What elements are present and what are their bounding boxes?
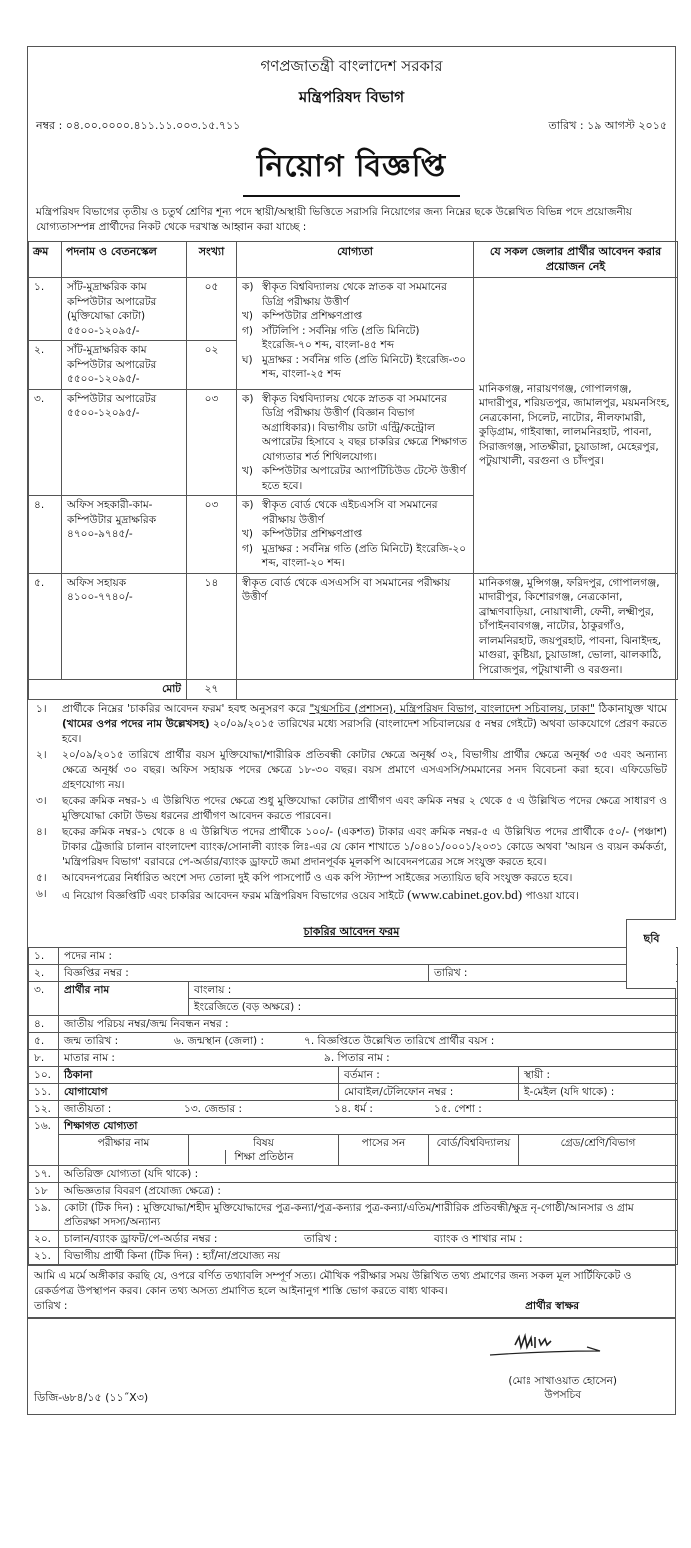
row-serial: ৪. (29, 496, 62, 574)
post-name-field[interactable]: পদের নাম : (59, 947, 678, 964)
page-title: নিয়োগ বিজ্ঞপ্তি (243, 142, 460, 197)
qualification-item: ক) স্বীকৃত বিশ্ববিদ্যালয় থেকে স্নাতক বা সমমানের ডিগ্রি পরীক্ষায় উত্তীর্ণ (বিজ্ঞান বিভাগ অগ্রাধিকার)। বিভাগীয় ডাটা এন্ট্রি/কন্ট্রোল অপারেটর হিসাবে ২ বছর চাকরির ক্ষেত্রে শিক্ষাগত যোগ্যতার শর্ত শিথিলযোগ্য। (242, 392, 467, 463)
religion-field[interactable]: ১৪. ধর্ম : (334, 1102, 373, 1115)
permanent-address-field[interactable]: স্থায়ী : (519, 1066, 678, 1083)
form-row: ৩. প্রার্থীর নাম বাংলায় : (29, 981, 678, 998)
form-row: ২১. বিভাগীয় প্রার্থী কিনা (টিক দিন) : হ্যাঁ/না/প্রযোজ্য নয় (29, 1247, 678, 1264)
row-count: ০৩ (187, 389, 237, 496)
challan-date-field[interactable]: তারিখ : (304, 1232, 338, 1245)
departmental-candidate-field[interactable]: বিভাগীয় প্রার্থী কিনা (টিক দিন) : হ্যাঁ/না/প্রযোজ্য নয় (59, 1247, 678, 1264)
name-english-field[interactable]: ইংরেজিতে (বড় অক্ষরে) : (189, 998, 678, 1015)
post-name: সাঁট-মুদ্রাক্ষরিক কাম কম্পিউটার অপারেটর (মুক্তিযোদ্ধা কোটা) (67, 281, 157, 322)
form-row: ১. পদের নাম : (29, 947, 678, 964)
father-name-field[interactable]: ৯. পিতার নাম : (324, 1051, 390, 1064)
row-post (62, 389, 187, 496)
row-count: ১৪ (187, 573, 237, 680)
pay-scale: ৫৫০০-১২০৯৫/- (67, 373, 140, 385)
website-link[interactable]: (www.cabinet.gov.bd) (407, 886, 523, 902)
pay-scale: ৪১০০-৭৭৪০/- (67, 591, 133, 603)
applicant-name-label: প্রার্থীর নাম (59, 981, 189, 1015)
education-header-row (29, 1134, 678, 1165)
form-row: ১২. জাতীয়তা : ১৩. জেন্ডার : ১৪. ধর্ম : ১৫. পেশা : (29, 1100, 678, 1117)
pay-scale: ৫৫০০-১২০৯৫/- (67, 407, 140, 419)
edu-col: গ্রেড/শ্রেণি/বিভাগ (519, 1134, 678, 1165)
excluded-districts-1-4: মানিকগঞ্জ, নারায়ণগঞ্জ, গোপালগঞ্জ, মাদারীপুর, শরিয়তপুর, জামালপুর, ময়মনসিংহ, নেত্রকোনা, সিলেট, নাটোর, নীলফামারী, কুড়িগ্রাম, গাইবান্ধা, লালমনিরহাট, পাবনা, সিরাজগঞ্জ, সাতক্ষীরা, চুয়াডাঙ্গা, মেহেরপুর, পটুয়াখালী, বরগুনা ও চাঁদপুর। (474, 278, 678, 574)
row-post (62, 278, 187, 341)
contact-label: যোগাযোগ (59, 1083, 339, 1100)
occupation-field[interactable]: ১৫. পেশা : (434, 1102, 482, 1115)
col-qualification: যোগ্যতা (237, 242, 474, 278)
post-name: অফিস সহায়ক (67, 576, 127, 589)
post-name: অফিস সহকারী-কাম-কম্পিউটার মুদ্রাক্ষরিক (67, 499, 157, 526)
declaration-date[interactable]: তারিখ : (34, 1299, 68, 1312)
row-qualification: স্বীকৃত বোর্ড থেকে এসএসসি বা সমমানের পরীক্ষায় উত্তীর্ণ (237, 573, 474, 680)
row-qualification (237, 389, 474, 496)
row-qualification (237, 278, 474, 390)
row-post (62, 573, 187, 680)
edu-col: পরীক্ষার নাম (59, 1134, 189, 1165)
post-name: সাঁট-মুদ্রাক্ষরিক কাম কম্পিউটার অপারেটর (67, 344, 157, 371)
form-row: ৫. জন্ম তারিখ : ৬. জন্মস্থান (জেলা) : ৭. বিজ্ঞপ্তিতে উল্লেখিত তারিখে প্রার্থীর বয়স : (29, 1032, 678, 1049)
col-serial: ক্রম (29, 242, 62, 278)
qualification-item: খ) কম্পিউটার প্রশিক্ষণপ্রাপ্ত (242, 528, 362, 540)
memo-date: তারিখ : ১৯ আগস্ট ২০১৫ (548, 119, 667, 132)
address-label: ঠিকানা (59, 1066, 339, 1083)
row-count: ০৩ (187, 496, 237, 574)
total-label: মোট (29, 680, 187, 700)
education-label: শিক্ষাগত যোগ্যতা (59, 1117, 678, 1134)
col-excluded-districts: যে সকল জেলার প্রার্থীর আবেদন করার প্রয়োজন নেই (474, 242, 678, 278)
qualification-item: ক) স্বীকৃত বোর্ড থেকে এইচএসসি বা সমমানের পরীক্ষায় উত্তীর্ণ (242, 499, 438, 526)
form-row: ৪. জাতীয় পরিচয় নম্বর/জন্ম নিবন্ধন নম্বর : (29, 1015, 678, 1032)
col-post: পদনাম ও বেতনস্কেল (62, 242, 187, 278)
notice-footer (28, 1317, 675, 1414)
form-row: ৮. মাতার নাম : ৯. পিতার নাম : (29, 1049, 678, 1066)
row-count: ০৫ (187, 278, 237, 341)
present-address-field[interactable]: বর্তমান : (339, 1066, 519, 1083)
officer-title: উপসচিব (544, 1388, 582, 1401)
note-item: ৪। ছকের ক্রমিক নম্বর-১ থেকে ৪ এ উল্লিখিত পদের প্রার্থীকে ১০০/- (একশত) টাকার এবং ক্রমিক নম্বর-৫ এ উল্লিখিত পদের প্রার্থীকে ৫০/- (পঞ্চাশ) টাকার ট্রেজারি চালান বাংলাদেশ ব্যাংক/সোনালী ব্যাংক লিঃ-এর যে কোন শাখাতে ১/০৪০১/০০০১/২০৩১ কোডে অথবা 'আয়ন ও ব্যয়ন কর্মকর্তা, 'মন্ত্রিপরিষদ বিভাগ' বরাবরে পে-অর্ডার/ব্যাংক ড্রাফটে জমা প্রদানপূর্বক মূলকপি আবেদনপত্রের সঙ্গে সংযুক্ত করতে হবে। (36, 825, 667, 868)
excluded-districts-5: মানিকগঞ্জ, মুন্সিগঞ্জ, ফরিদপুর, গোপালগঞ্জ, মাদারীপুর, কিশোরগঞ্জ, নেত্রকোনা, ব্রাহ্মণবাড়িয়া, নোয়াখালী, ফেনী, লক্ষ্মীপুর, চাঁপাইনবাবগঞ্জ, নাটোর, ঠাকুরগাঁও, লালমনিরহাট, জয়পুরহাট, পাবনা, ঝিনাইদহ, মাগুরা, কুষ্টিয়া, চুয়াডাঙ্গা, ভোলা, ঝালকাঠি, পিরোজপুর, পটুয়াখালী ও বরগুনা। (474, 573, 678, 680)
signature-icon (485, 1333, 605, 1367)
recruitment-notice (27, 46, 676, 1415)
posts-table (28, 241, 678, 700)
notice-number-field[interactable]: বিজ্ঞপ্তির নম্বর : (59, 964, 429, 981)
edu-col: বিষয়শিক্ষা প্রতিষ্ঠান (189, 1134, 339, 1165)
nationality-field[interactable]: জাতীয়তা : (64, 1102, 112, 1115)
qualification-item: খ) কম্পিউটার অপারেটর অ্যাপটিচিউড টেস্টে উত্তীর্ণ হতে হবে। (242, 465, 466, 492)
form-row: ১৭. অতিরিক্ত যোগ্যতা (যদি থাকে) : (29, 1165, 678, 1182)
total-value: ২৭ (187, 680, 237, 700)
row-qualification (237, 496, 474, 574)
form-row: ১৯. কোটা (টিক দিন) : মুক্তিযোদ্ধা/শহীদ মুক্তিযোদ্ধাদের পুত্র-কন্যা/পুত্র-কন্যার পুত্র-কন্যা/এতিম/শারীরিক প্রতিবন্ধী/ক্ষুদ্র নৃ-গোষ্ঠী/আনসার ও গ্রাম প্রতিরক্ষা সদস্য/অন্যান্য (29, 1199, 678, 1230)
table-header-row (29, 242, 678, 278)
department-name: মন্ত্রিপরিষদ বিভাগ (298, 88, 405, 106)
additional-qualification-field[interactable]: অতিরিক্ত যোগ্যতা (যদি থাকে) : (59, 1165, 678, 1182)
edu-col: বোর্ড/বিশ্ববিদ্যালয় (429, 1134, 519, 1165)
mother-name-field[interactable]: মাতার নাম : (64, 1051, 115, 1064)
post-name: কম্পিউটার অপারেটর (67, 392, 157, 405)
qualification-item: গ) মুদ্রাক্ষর : সর্বনিম্ন গতি (প্রতি মিনিটে) ইংরেজি-২০ শব্দ, বাংলা-২০ শব্দ। (242, 542, 467, 569)
photo-box: ছবি (626, 919, 676, 989)
form-row: ২০. চালান/ব্যাংক ড্রাফট/পে-অর্ডার নম্বর : তারিখ : ব্যাংক ও শাখার নাম : (29, 1230, 678, 1247)
form-title: চাকরির আবেদন ফরম (303, 924, 400, 938)
qualification-item: খ) কম্পিউটার প্রশিক্ষণপ্রাপ্ত (242, 310, 362, 322)
officer-name: (মোঃ সাখাওয়াত হোসেন) (508, 1374, 617, 1387)
declaration-text: আমি এ মর্মে অঙ্গীকার করছি যে, ওপরে বর্ণিত তথ্যাবলি সম্পূর্ণ সত্য। মৌখিক পরীক্ষার সময় উল্লিখিত তথ্য প্রমাণের জন্য সকল মূল সার্টিফিকেট ও রেকর্ডপত্র উপস্থাপন করব। কোন তথ্য অসত্য প্রমাণিত হলে আইনানুগ শাস্তি ভোগ করতে বাধ্য থাকব। (34, 1269, 632, 1297)
row-post (62, 341, 187, 390)
total-row (29, 680, 678, 700)
form-row: ১০. ঠিকানা বর্তমান : স্থায়ী : (29, 1066, 678, 1083)
memo-number: নম্বর : ০৪.০০.০০০০.৪১১.১১.০০৩.১৫.৭১১ (36, 119, 241, 132)
note-item: ৩। ছকের ক্রমিক নম্বর-১ এ উল্লিখিত পদের ক্ষেত্রে শুধু মুক্তিযোদ্ধা কোটার প্রার্থীগণ এবং ক্রমিক নম্বর ২ থেকে ৫ এ উল্লিখিত পদের ক্ষেত্রে সাধারণ ও মুক্তিযোদ্ধা কোটা উভয় ধরনের প্রার্থীগণ আবেদন করতে পারবেন। (36, 794, 667, 822)
address: "যুগ্মসচিব (প্রশাসন), মন্ত্রিপরিষদ বিভাগ, বাংলাদেশ সচিবালয়, ঢাকা" (309, 702, 595, 715)
print-code: ডিজি-৬৮৪/১৫ (১১˝X৩) (34, 1390, 149, 1404)
dob-field[interactable]: জন্ম তারিখ : (64, 1034, 119, 1047)
birthplace-field[interactable]: ৬. জন্মস্থান (জেলা) : (174, 1034, 265, 1047)
pay-scale: ৪৭০০-৯৭৪৫/- (67, 528, 133, 540)
edu-col: পাসের সন (339, 1134, 429, 1165)
government-name: গণপ্রজাতন্ত্রী বাংলাদেশ সরকার (260, 57, 443, 75)
declaration (28, 1265, 675, 1317)
col-count: সংখ্যা (187, 242, 237, 278)
form-row: ১৮ অভিজ্ঞতার বিবরণ (প্রযোজ্য ক্ষেত্রে) : (29, 1182, 678, 1199)
email-field[interactable]: ই-মেইল (যদি থাকে) : (519, 1083, 678, 1100)
notes-list (28, 700, 675, 907)
quota-field[interactable]: কোটা (টিক দিন) : মুক্তিযোদ্ধা/শহীদ মুক্তিযোদ্ধাদের পুত্র-কন্যা/পুত্র-কন্যার পুত্র-কন্যা/এতিম/শারীরিক প্রতিবন্ধী/ক্ষুদ্র নৃ-গোষ্ঠী/আনসার ও গ্রাম প্রতিরক্ষা সদস্য/অন্যান্য (59, 1199, 678, 1230)
total-empty (237, 680, 678, 700)
phone-field[interactable]: মোবাইল/টেলিফোন নম্বর : (339, 1083, 519, 1100)
table-row (29, 278, 678, 341)
notice-header (28, 47, 675, 111)
note-item: ৫। আবেদনপত্রের নির্ধারিত অংশে সদ্য তোলা দুই কপি পাসপোর্ট ও এক কপি স্ট্যাম্প সাইজের সত্যায়িত ছবি সংযুক্ত করতে হবে। (36, 871, 573, 884)
notice-date-field[interactable]: তারিখ : (429, 964, 678, 981)
row-count: ০২ (187, 341, 237, 390)
form-row: ২. বিজ্ঞপ্তির নম্বর : তারিখ : (29, 964, 678, 981)
application-form (28, 947, 678, 1265)
row-post (62, 496, 187, 574)
memo-row (28, 111, 675, 136)
nid-field[interactable]: জাতীয় পরিচয় নম্বর/জন্ম নিবন্ধন নম্বর : (59, 1015, 678, 1032)
age-field[interactable]: ৭. বিজ্ঞপ্তিতে উল্লেখিত তারিখে প্রার্থীর বয়স : (304, 1034, 495, 1047)
applicant-signature-label: প্রার্থীর স্বাক্ষর (525, 1299, 579, 1312)
declaration-footer (34, 1299, 669, 1314)
challan-number-field[interactable]: চালান/ব্যাংক ড্রাফট/পে-অর্ডার নম্বর : (64, 1232, 218, 1245)
note-item: ১। প্রার্থীকে নিম্নের 'চাকরির আবেদন ফরম' হবহু অনুসরণ করে "যুগ্মসচিব (প্রশাসন), মন্ত্রিপরিষদ বিভাগ, বাংলাদেশ সচিবালয়, ঢাকা" ঠিকানাযুক্ত খামে (খামের ওপর পদের নাম উল্লেখসহ) ২০/০৯/২০১৫ তারিখের মধ্যে সরাসরি (বাংলাদেশ সচিবালয়ের ৫ নম্বর গেইটে) অথবা ডাকযোগে প্রেরণ করতে হবে। (36, 702, 668, 745)
experience-field[interactable]: অভিজ্ঞতার বিবরণ (প্রযোজ্য ক্ষেত্রে) : (59, 1182, 678, 1199)
name-bangla-field[interactable]: বাংলায় : (189, 981, 678, 998)
form-title-row (28, 907, 675, 947)
signing-officer (508, 1374, 617, 1402)
bank-branch-field[interactable]: ব্যাংক ও শাখার নাম : (434, 1232, 523, 1245)
row-serial: ১. (29, 278, 62, 341)
qualification-item: ক) স্বীকৃত বিশ্ববিদ্যালয় থেকে স্নাতক বা সমমানের ডিগ্রি পরীক্ষায় উত্তীর্ণ (242, 281, 447, 308)
pay-scale: ৫৫০০-১২০৯৫/- (67, 324, 140, 337)
table-row (29, 573, 678, 680)
row-serial: ৩. (29, 389, 62, 496)
intro-text: মন্ত্রিপরিষদ বিভাগের তৃতীয় ও চতুর্থ শ্রেণির শূন্য পদে স্থায়ী/অস্থায়ী ভিত্তিতে সরাসরি নিয়োগের জন্য নিম্নের ছকে উল্লেখিত বিভিন্ন পদে প্রয়োজনীয় যোগ্যতাসম্পন্ন প্রার্থীদের নিকট থেকে দরখাস্ত আহ্বান করা যাচ্ছে : (36, 206, 632, 233)
form-row: ১৬. শিক্ষাগত যোগ্যতা (29, 1117, 678, 1134)
qualification-item: ঘ) মুদ্রাক্ষর : সর্বনিম্ন গতি (প্রতি মিনিটে) ইংরেজি-৩০ শব্দ, বাংলা-২৫ শব্দ (242, 353, 467, 380)
title-wrap (28, 136, 675, 197)
qualification-item: গ) সাঁটলিপি : সর্বনিম্ন গতি (প্রতি মিনিটে) ইংরেজি-৭০ শব্দ, বাংলা-৪৫ শব্দ (242, 324, 420, 351)
note-item: ২। ২০/০৯/২০১৫ তারিখে প্রার্থীর বয়স মুক্তিযোদ্ধা/শারীরিক প্রতিবন্ধী কোটার ক্ষেত্রে অনূর্ধ্ব ৩২, বিভাগীয় প্রার্থীর ক্ষেত্রে অনূর্ধ্ব ৩৫ এবং অন্যান্য ক্ষেত্রে অনূর্ধ্ব ৩০ বছর। অফিস সহায়ক পদের ক্ষেত্রে ১৮-৩০ বছর। বয়স প্রমাণে এসএসসি/সমমানের সনদ বিবেচনা করা হবে। এফিডেভিট গ্রহণযোগ্য নয়। (36, 748, 667, 791)
row-serial: ৫. (29, 573, 62, 680)
note-item: ৬। এ নিয়োগ বিজ্ঞপ্তিটি এবং চাকরির আবেদন ফরম মন্ত্রিপরিষদ বিভাগের ওয়েব সাইটে (www.cabinet.gov.bd) পাওয়া যাবে। (36, 886, 579, 902)
row-serial: ২. (29, 341, 62, 390)
gender-field[interactable]: ১৩. জেন্ডার : (184, 1102, 243, 1115)
form-row: ১১. যোগাযোগ মোবাইল/টেলিফোন নম্বর : ই-মেইল (যদি থাকে) : (29, 1083, 678, 1100)
